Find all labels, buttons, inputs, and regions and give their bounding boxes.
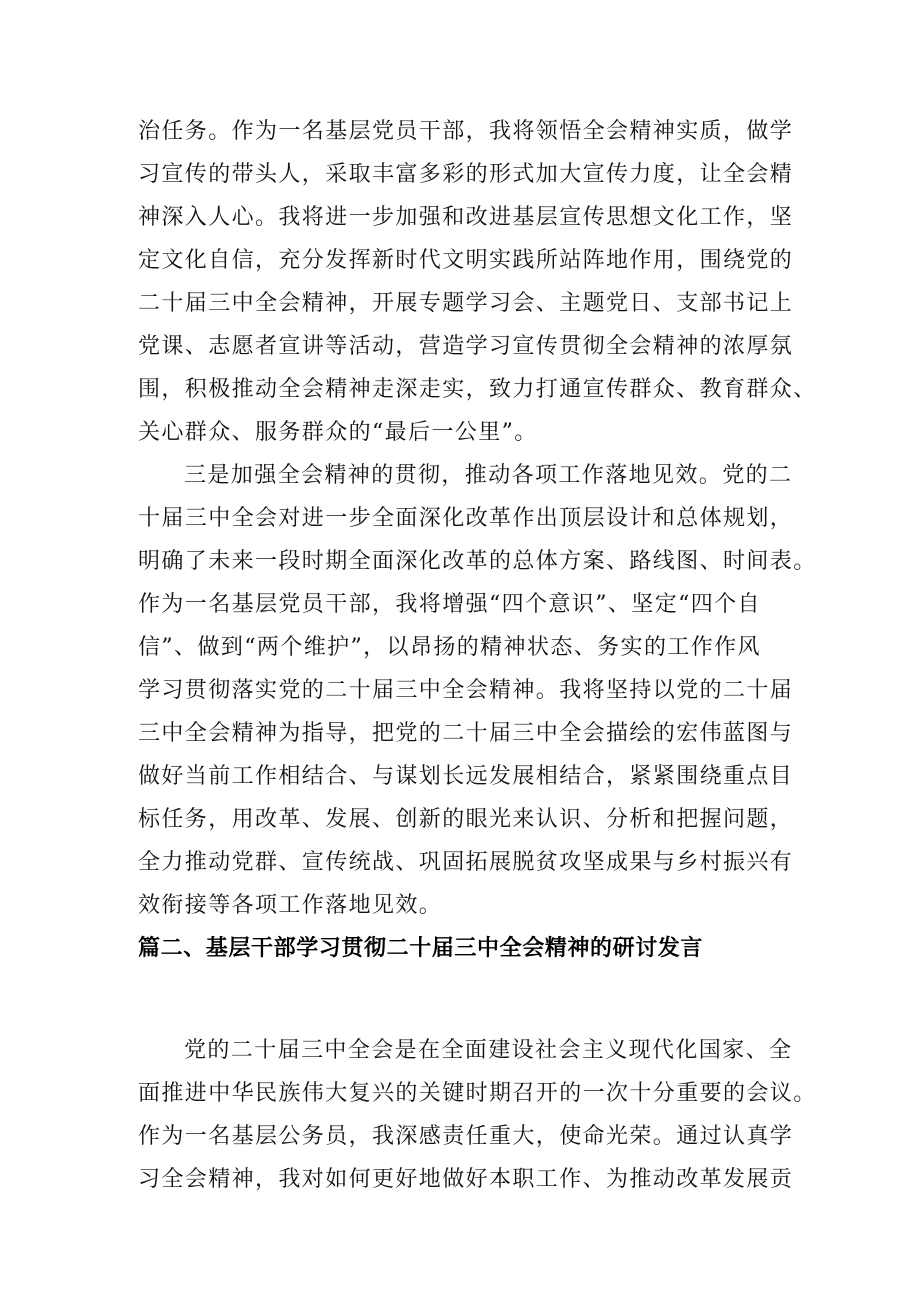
text-line: 神深入人心。我将进一步加强和改进基层宣传思想文化工作，坚: [138, 205, 794, 230]
text-line: 做好当前工作相结合、与谋划长远发展相结合，紧紧围绕重点目: [138, 764, 794, 789]
section-heading: 篇二、基层干部学习贯彻二十届三中全会精神的研讨发言: [138, 936, 704, 961]
text-line: 信”、做到“两个维护”，以昂扬的精神状态、务实的工作作风: [138, 635, 761, 660]
text-line: 定文化自信，充分发挥新时代文明实践所站阵地作用，围绕党的: [138, 248, 794, 273]
text-line: 面推进中华民族伟大复兴的关键时期召开的一次十分重要的会议。: [138, 1081, 817, 1106]
text-line: 党课、志愿者宣讲等活动，营造学习宣传贯彻全会精神的浓厚氛: [138, 334, 794, 359]
text-line: 关心群众、服务群众的“最后一公里”。: [138, 420, 538, 445]
text-line: 作为一名基层公务员，我深感责任重大，使命光荣。通过认真学: [138, 1124, 794, 1149]
text-line: 明确了未来一段时期全面深化改革的总体方案、路线图、时间表。: [138, 549, 817, 574]
text-line: 围，积极推动全会精神走深走实，致力打通宣传群众、教育群众、: [138, 377, 817, 402]
text-line: 习宣传的带头人，采取丰富多彩的形式加大宣传力度，让全会精: [138, 162, 794, 187]
text-line: 党的二十届三中全会是在全面建设社会主义现代化国家、全: [184, 1038, 793, 1063]
text-line: 三中全会精神为指导，把党的二十届三中全会描绘的宏伟蓝图与: [138, 721, 794, 746]
text-line: 治任务。作为一名基层党员干部，我将领悟全会精神实质，做学: [138, 119, 794, 144]
text-line: 作为一名基层党员干部，我将增强“四个意识”、坚定“四个自: [138, 592, 761, 617]
text-line: 标任务，用改革、发展、创新的眼光来认识、分析和把握问题，: [138, 807, 794, 832]
text-line: 学习贯彻落实党的二十届三中全会精神。我将坚持以党的二十届: [138, 678, 794, 703]
text-line: 习全会精神，我对如何更好地做好本职工作、为推动改革发展贡: [138, 1167, 794, 1192]
text-line: 三是加强全会精神的贯彻，推动各项工作落地见效。党的二: [184, 463, 793, 488]
text-line: 二十届三中全会精神，开展专题学习会、主题党日、支部书记上: [138, 291, 794, 316]
text-line: 全力推动党群、宣传统战、巩固拓展脱贫攻坚成果与乡村振兴有: [138, 850, 794, 875]
text-line: 十届三中全会对进一步全面深化改革作出顶层设计和总体规划，: [138, 506, 794, 531]
text-line: 效衔接等各项工作落地见效。: [138, 893, 443, 918]
